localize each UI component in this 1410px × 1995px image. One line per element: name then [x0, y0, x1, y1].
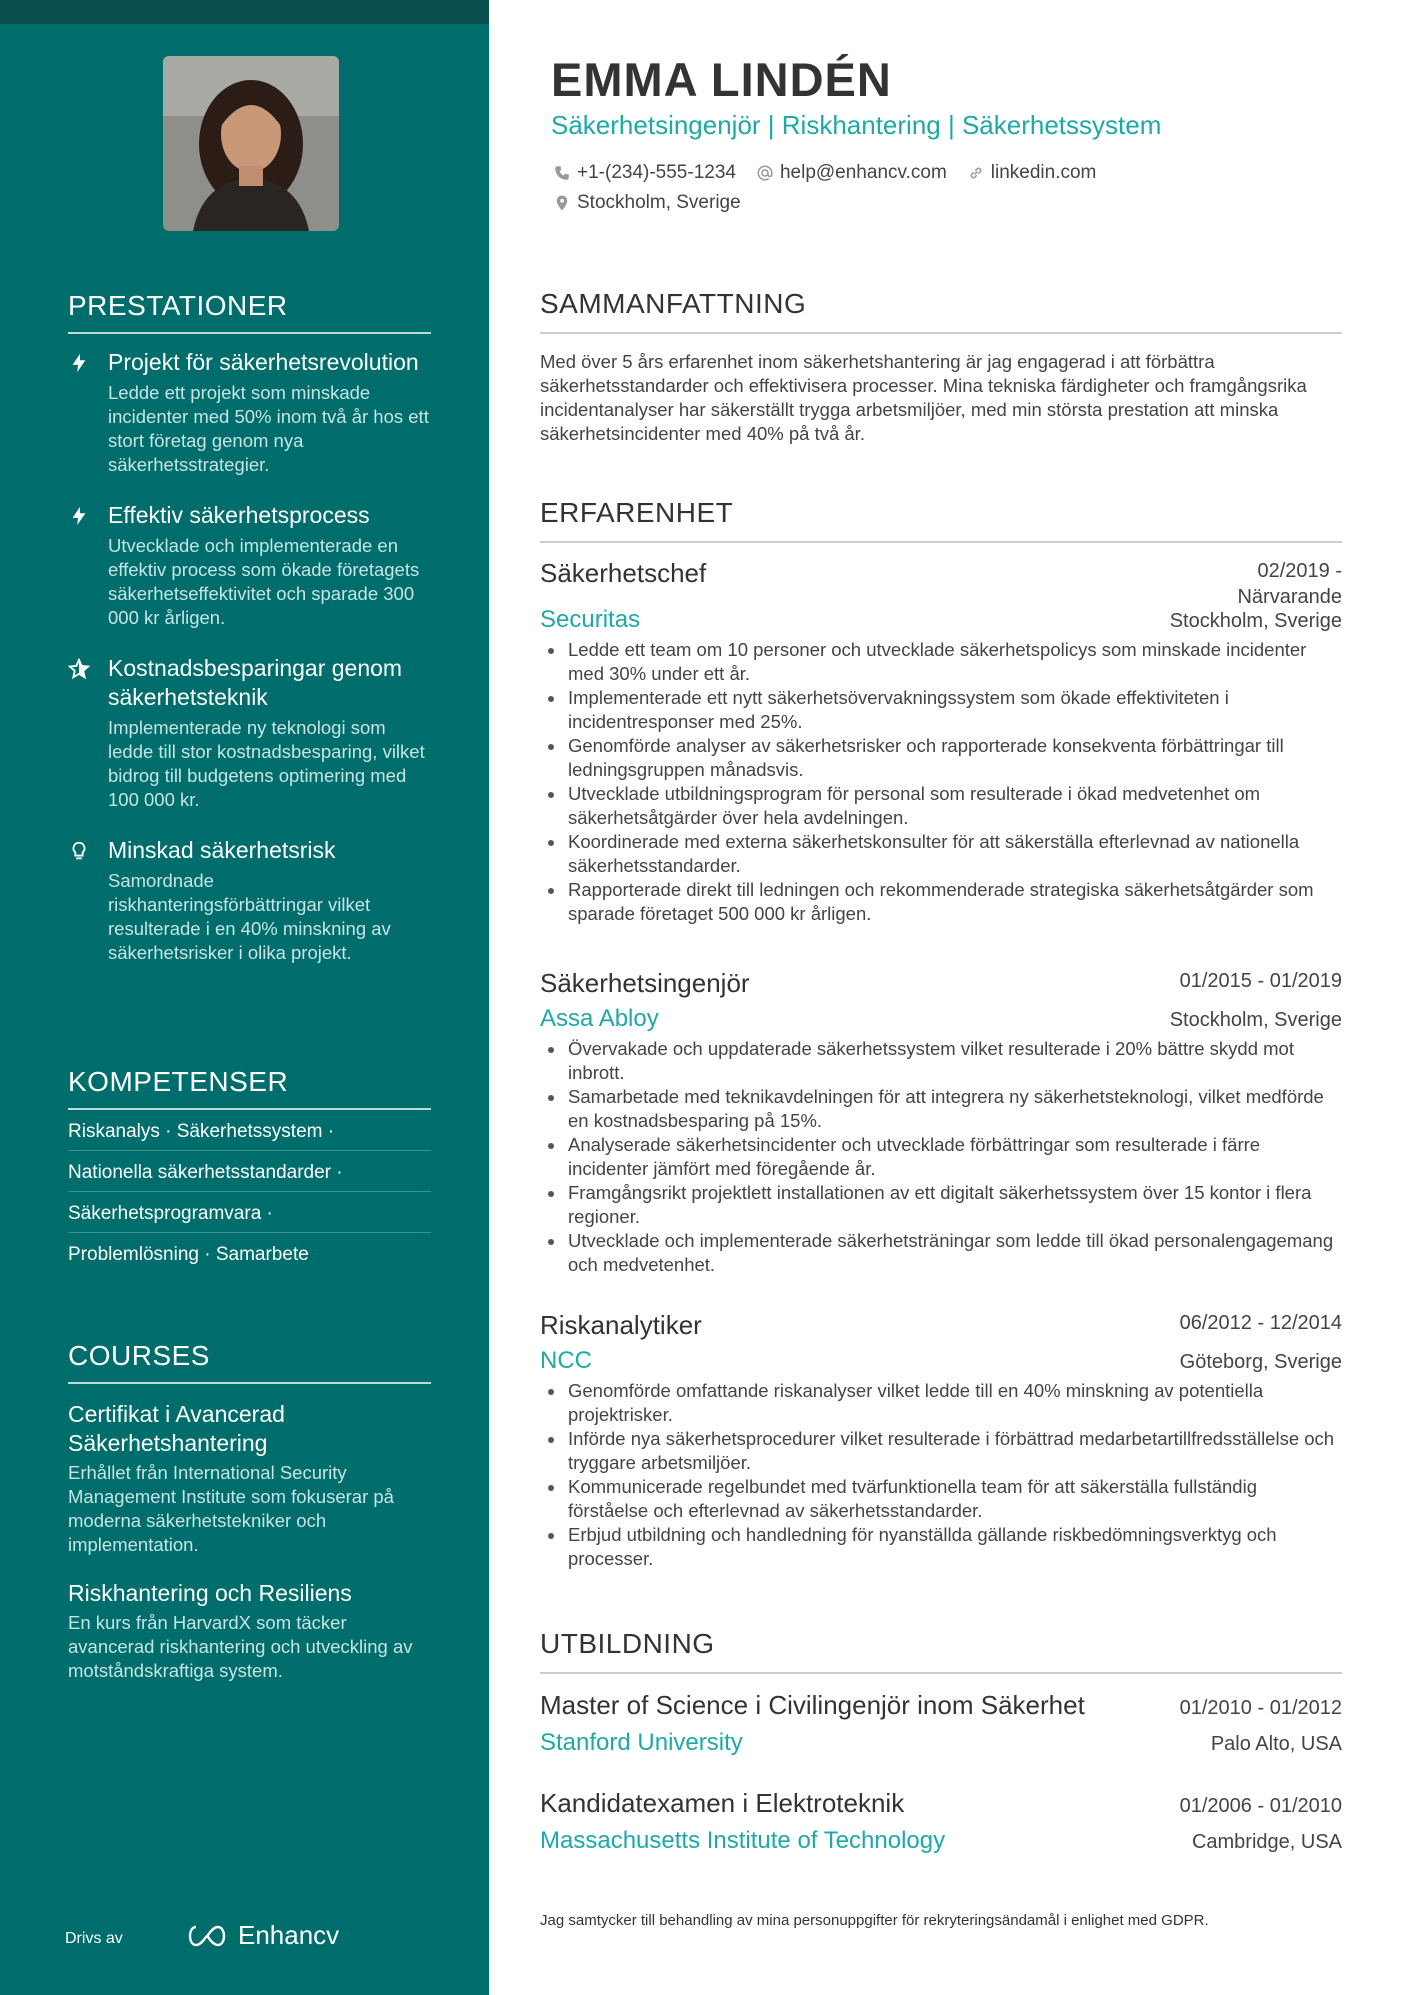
- degree: Kandidatexamen i Elektroteknik: [540, 1788, 905, 1818]
- skill-row: Nationella säkerhetsstandarder ·: [68, 1151, 431, 1192]
- job-entry: [540, 558, 1342, 926]
- achievement-item: [68, 654, 431, 812]
- powered-by-label: Drivs av: [65, 1930, 123, 1947]
- education-location: Palo Alto, USA: [1210, 1733, 1342, 1755]
- experience-title: ERFARENHET: [540, 497, 1342, 543]
- achievement-item: [68, 501, 431, 630]
- phone-icon: [553, 164, 571, 182]
- job-location: Stockholm, Sverige: [1169, 610, 1342, 632]
- bullet-item: Utvecklade och implementerade säkerhetsträningar som ledde till ökad personalengagemang och medvetenhet.: [540, 1229, 1342, 1277]
- email-text: help@enhancv.com: [779, 162, 947, 183]
- achievement-item: [68, 348, 431, 477]
- bullet-item: Utvecklade utbildningsprogram för personal som resulterade i ökad medvetenhet om säkerhetsåtgärder över hela avdelningen.: [540, 782, 1342, 830]
- achievement-desc: Implementerade ny teknologi som ledde till stor kostnadsbesparing, vilket bidrog till budgetens optimering med 100 000 kr.: [108, 717, 425, 810]
- course-title: Riskhantering och Resiliens: [68, 1580, 352, 1606]
- education-date: 01/2010 - 01/2012: [1179, 1697, 1342, 1719]
- skill-row: Riskanalys · Säkerhetssystem ·: [68, 1110, 431, 1151]
- linkedin-contact[interactable]: [967, 162, 1097, 184]
- skills-section: [68, 1066, 431, 1273]
- brand-name: Enhancv: [238, 1920, 340, 1950]
- bullet-item: Genomförde omfattande riskanalyser vilket ledde till en 40% minskning av potentiella projektrisker.: [540, 1379, 1342, 1427]
- bolt-icon: [68, 352, 90, 374]
- course-title: Certifikat i Avancerad Säkerhetshantering: [68, 1401, 285, 1456]
- bullet-item: Införde nya säkerhetsprocedurer vilket resulterade i förbättrad medarbetartillfredsställelse och tryggare arbetsmiljöer.: [540, 1427, 1342, 1475]
- education-title: UTBILDNING: [540, 1628, 1342, 1674]
- lightbulb-icon: [68, 840, 90, 862]
- education-location: Cambridge, USA: [1191, 1831, 1342, 1853]
- bullet-item: Rapporterade direkt till ledningen och rekommenderade strategiska säkerhetsåtgärder som sparade företaget 500 000 kr årligen.: [540, 878, 1342, 926]
- education-date: 01/2006 - 01/2010: [1179, 1795, 1342, 1817]
- bullet-item: Implementerade ett nytt säkerhetsövervakningssystem som ökade effektiviteten i incidentresponser med 25%.: [540, 686, 1342, 734]
- sidebar: [0, 0, 489, 1995]
- at-icon: [756, 164, 774, 182]
- phone-contact[interactable]: [553, 162, 736, 184]
- job-date: 01/2015 - 01/2019: [1179, 970, 1342, 992]
- job-location: Göteborg, Sverige: [1179, 1351, 1342, 1373]
- job-bullets: [540, 1037, 1342, 1277]
- job-title: Säkerhetschef: [540, 558, 707, 588]
- gdpr-consent: Jag samtycker till behandling av mina personuppgifter för rekryteringsändamål i enlighet med GDPR.: [540, 1912, 1209, 1929]
- contact-row: [553, 162, 1096, 184]
- bolt-icon: [68, 505, 90, 527]
- school-name: Stanford University: [540, 1729, 743, 1756]
- job-bullets: [540, 638, 1342, 926]
- course-desc: Erhållet från International Security Management Institute som fokuserar på moderna säkerhetstekniker och implementation.: [68, 1462, 394, 1555]
- job-title: Riskanalytiker: [540, 1310, 702, 1340]
- location-row: [553, 192, 741, 214]
- bullet-item: Ledde ett team om 10 personer och utvecklade säkerhetspolicys som minskade incidenter med 30% under ett år.: [540, 638, 1342, 686]
- courses-title: COURSES: [68, 1340, 431, 1384]
- achievement-title: Kostnadsbesparingar genom säkerhetsteknik: [108, 655, 403, 710]
- summary-text: Med över 5 års erfarenhet inom säkerhetshantering är jag engagerad i att förbättra säkerhetsstandarder och effektivisera processer. Mina tekniska färdigheter och framgångsrika incidentanalyser har säkerställt trygga arbetsmiljöer, med min största prestation att minska säkerhetsincidenter med 40% på två år.: [540, 351, 1307, 444]
- job-entry: [540, 1310, 1342, 1571]
- achievement-title: Projekt för säkerhetsrevolution: [108, 349, 419, 375]
- skill-row: Problemlösning · Samarbete: [68, 1244, 309, 1265]
- achievements-title: PRESTATIONER: [68, 290, 431, 334]
- education-entry: [540, 1690, 1342, 1757]
- star-icon: [68, 658, 90, 680]
- enhancv-logo[interactable]: [184, 1920, 339, 1951]
- bullet-item: Samarbetade med teknikavdelningen för att integrera ny säkerhetsteknologi, vilket medförde en kostnadsbesparing på 15%.: [540, 1085, 1342, 1133]
- achievement-desc: Samordnade riskhanteringsförbättringar vilket resulterade i en 40% minskning av säkerhetsrisker i olika projekt.: [108, 870, 391, 963]
- profile-photo: [163, 56, 339, 231]
- link-icon: [967, 164, 985, 182]
- achievement-desc: Utvecklade och implementerade en effektiv process som ökade företagets säkerhetseffektivitet och sparade 300 000 kr årligen.: [108, 535, 420, 628]
- company-name: Assa Abloy: [540, 1005, 659, 1032]
- skill-row: Säkerhetsprogramvara ·: [68, 1192, 431, 1233]
- job-entry: [540, 968, 1342, 1277]
- sidebar-top-bar: [0, 0, 489, 24]
- bullet-item: Framgångsrikt projektlett installationen av ett digitalt säkerhetssystem över 15 kontor i flera regioner.: [540, 1181, 1342, 1229]
- bullet-item: Övervakade och uppdaterade säkerhetssystem vilket resulterade i 20% bättre skydd mot inbrott.: [540, 1037, 1342, 1085]
- achievement-title: Minskad säkerhetsrisk: [108, 837, 336, 863]
- headline: Säkerhetsingenjör | Riskhantering | Säkerhetssystem: [551, 110, 1162, 140]
- location-contact: [553, 192, 741, 214]
- degree: Master of Science i Civilingenjör inom Säkerhet: [540, 1690, 1085, 1720]
- achievement-item: [68, 836, 431, 965]
- company-name: Securitas: [540, 606, 641, 633]
- course-desc: En kurs från HarvardX som täcker avancerad riskhantering och utveckling av motståndskraftiga system.: [68, 1612, 413, 1681]
- phone-text: +1-(234)-555-1234: [577, 162, 736, 183]
- courses-section: [68, 1340, 431, 1683]
- infinity-logo-icon: [184, 1923, 230, 1949]
- linkedin-text: linkedin.com: [990, 162, 1097, 183]
- candidate-name: EMMA LINDÉN: [551, 53, 892, 106]
- bullet-item: Erbjud utbildning och handledning för nyanställda gällande riskbedömningsverktyg och processer.: [540, 1523, 1342, 1571]
- company-name: NCC: [540, 1347, 592, 1374]
- job-location: Stockholm, Sverige: [1169, 1009, 1342, 1031]
- job-date: 02/2019 - Närvarande: [1237, 560, 1342, 608]
- bullet-item: Genomförde analyser av säkerhetsrisker och rapporterade konsekventa förbättringar till ledningsgruppen månadsvis.: [540, 734, 1342, 782]
- location-text: Stockholm, Sverige: [577, 192, 741, 213]
- achievement-title: Effektiv säkerhetsprocess: [108, 502, 370, 528]
- email-contact[interactable]: [756, 162, 947, 184]
- course-item: [68, 1400, 431, 1557]
- school-name: Massachusetts Institute of Technology: [540, 1827, 946, 1854]
- job-date: 06/2012 - 12/2014: [1179, 1312, 1342, 1334]
- achievements-section: [68, 290, 431, 965]
- location-pin-icon: [553, 194, 571, 212]
- job-title: Säkerhetsingenjör: [540, 968, 750, 998]
- bullet-item: Koordinerade med externa säkerhetskonsulter för att säkerställa efterlevnad av nationella säkerhetsstandarder.: [540, 830, 1342, 878]
- education-entry: [540, 1788, 1342, 1855]
- summary-title: SAMMANFATTNING: [540, 288, 1342, 334]
- job-bullets: [540, 1379, 1342, 1571]
- bullet-item: Kommunicerade regelbundet med tvärfunktionella team för att säkerställa fullständig förståelse och efterlevnad av säkerhetsstandarder.: [540, 1475, 1342, 1523]
- skills-title: KOMPETENSER: [68, 1066, 431, 1110]
- bullet-item: Analyserade säkerhetsincidenter och utvecklade förbättringar som resulterade i färre incidenter jämfört med föregående år.: [540, 1133, 1342, 1181]
- course-item: [68, 1579, 431, 1683]
- achievement-desc: Ledde ett projekt som minskade incidenter med 50% inom två år hos ett stort företag genom nya säkerhetsstrategier.: [108, 382, 429, 475]
